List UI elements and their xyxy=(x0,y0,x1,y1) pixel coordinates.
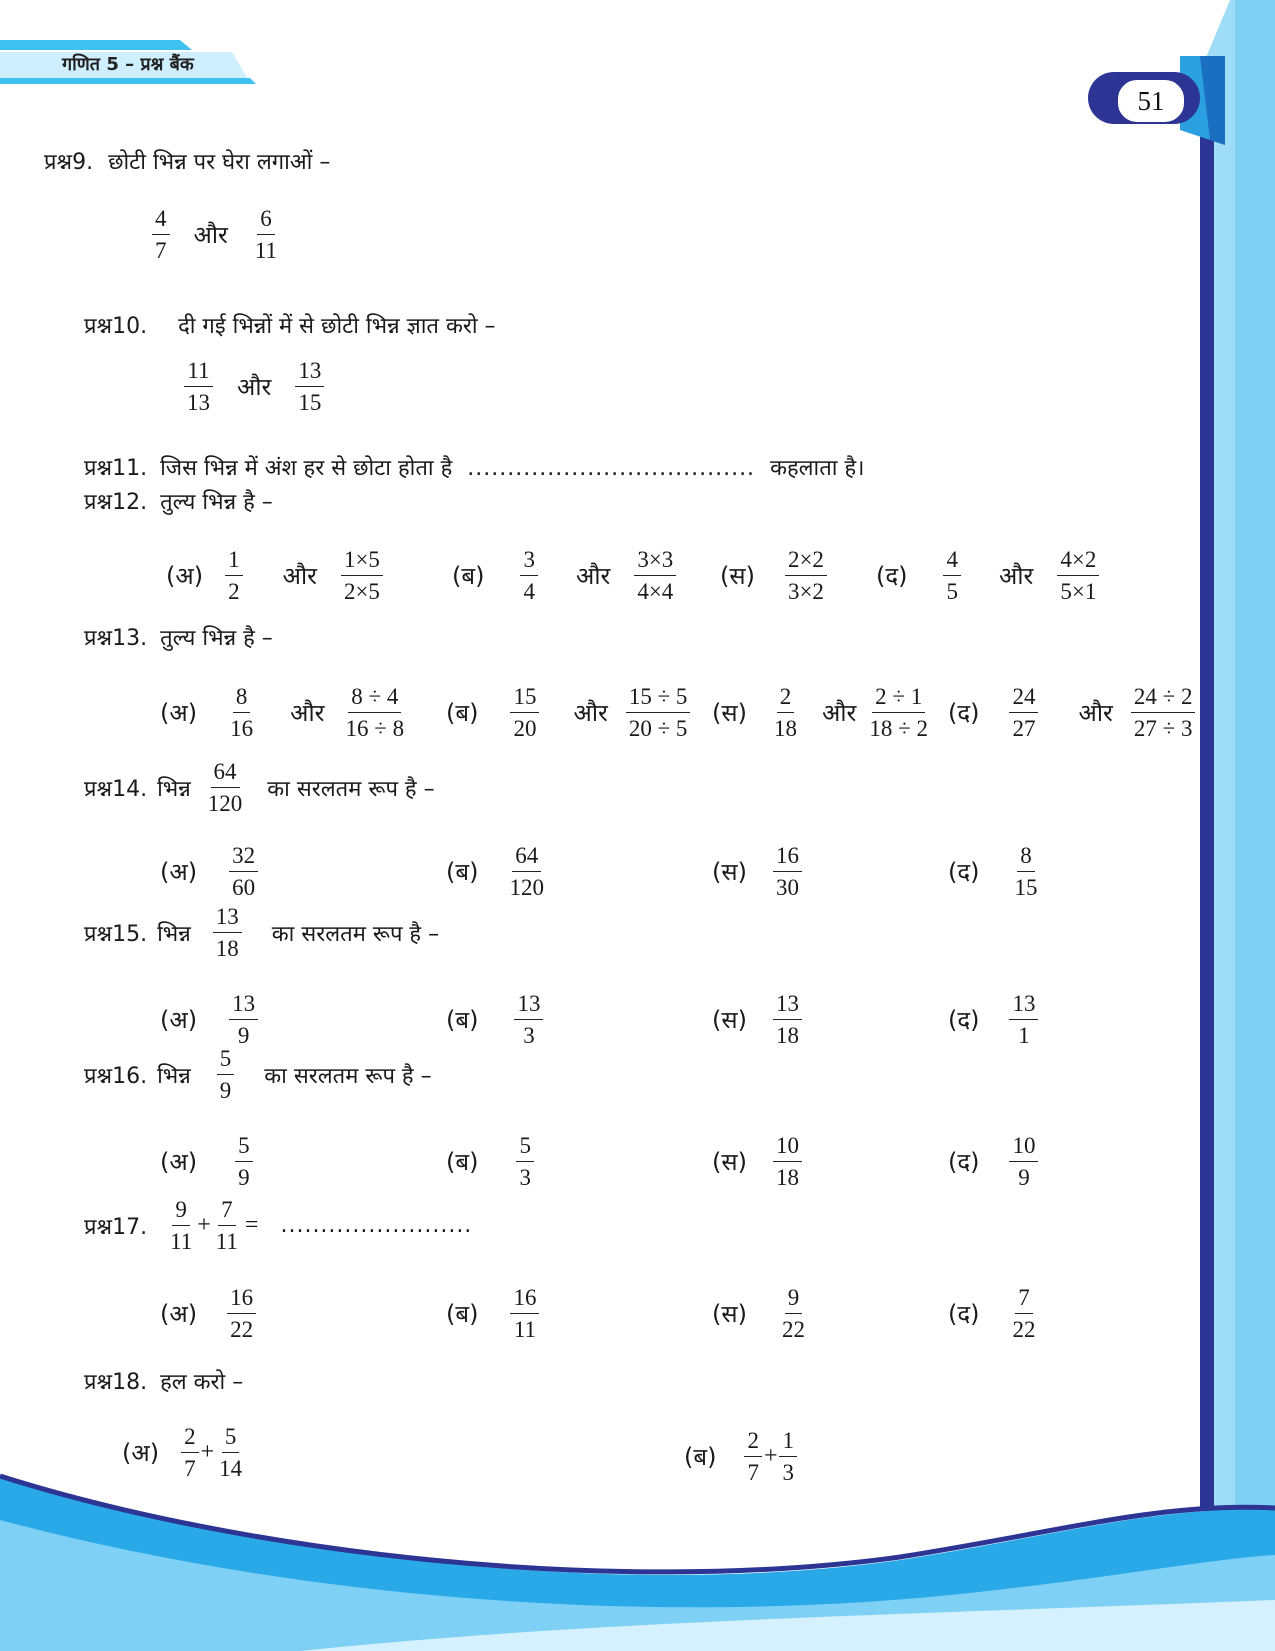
denominator: 4 xyxy=(523,579,535,604)
numerator: 1 xyxy=(779,1427,797,1457)
q14-pre: भिन्न xyxy=(157,776,191,802)
q10-label: प्रश्न10. xyxy=(84,314,148,339)
denominator: 16 xyxy=(230,716,254,741)
denominator: 20 xyxy=(513,716,537,741)
q18-text: हल करो – xyxy=(160,1370,244,1395)
denominator: 22 xyxy=(1012,1317,1036,1342)
numerator: 8 ÷ 4 xyxy=(348,683,401,713)
header-title: गणित 5 – प्रश्न बैंक xyxy=(62,54,194,75)
q13-label: प्रश्न13. xyxy=(84,626,148,651)
denominator: 18 xyxy=(773,716,797,741)
denominator: 15 xyxy=(1014,875,1038,900)
answer-blank[interactable]: .................................... xyxy=(467,456,756,481)
denominator: 9 xyxy=(238,1165,250,1190)
denominator: 9 xyxy=(237,1023,250,1048)
question-10 xyxy=(84,310,496,340)
q18-option-b[interactable] xyxy=(684,1427,797,1486)
fraction xyxy=(167,1196,195,1255)
question-11 xyxy=(84,452,865,482)
q15-option-a[interactable] xyxy=(160,990,258,1049)
q12-option-c[interactable] xyxy=(720,546,827,605)
denominator: 22 xyxy=(781,1317,805,1342)
numerator: 13 xyxy=(514,990,543,1020)
option-label: (स) xyxy=(720,562,755,590)
fraction xyxy=(252,205,280,264)
numerator: 15 ÷ 5 xyxy=(626,683,691,713)
fraction xyxy=(213,1196,241,1255)
fraction xyxy=(229,990,258,1049)
fraction xyxy=(506,842,547,901)
q9-label: प्रश्न9. xyxy=(44,150,94,175)
fraction xyxy=(1009,1132,1038,1191)
numerator: 32 xyxy=(229,842,258,872)
q13-option-a[interactable] xyxy=(160,683,407,742)
q17-label: प्रश्न17. xyxy=(84,1214,148,1240)
numerator: 2 ÷ 1 xyxy=(872,683,925,713)
denominator: 27 ÷ 3 xyxy=(1133,716,1193,741)
question-15 xyxy=(84,903,439,962)
question-13 xyxy=(84,622,273,652)
fraction xyxy=(181,1423,199,1482)
option-label: (अ) xyxy=(160,1006,198,1034)
fraction xyxy=(1009,1284,1038,1343)
fraction xyxy=(205,758,246,817)
q16-option-a[interactable] xyxy=(160,1132,253,1191)
denominator: 18 xyxy=(775,1165,799,1190)
q13-text: तुल्य भिन्न है – xyxy=(160,626,273,651)
option-label: (अ) xyxy=(160,858,198,886)
q15-text: का सरलतम रूप है – xyxy=(271,921,440,947)
numerator: 2×2 xyxy=(785,546,827,576)
q14-option-b[interactable] xyxy=(446,842,547,901)
denominator: 5×1 xyxy=(1060,579,1097,604)
numerator: 5 xyxy=(217,1045,235,1075)
q14-option-a[interactable] xyxy=(160,842,258,901)
numerator: 16 xyxy=(227,1284,256,1314)
denominator: 3×2 xyxy=(787,579,824,604)
fraction xyxy=(1057,546,1099,605)
fraction xyxy=(229,842,258,901)
numerator: 7 xyxy=(218,1196,236,1226)
fraction xyxy=(779,1427,797,1486)
conjunction: और xyxy=(1078,699,1113,727)
numerator: 13 xyxy=(1009,990,1038,1020)
numerator: 15 xyxy=(510,683,539,713)
q12-option-b[interactable] xyxy=(452,546,676,605)
numerator: 4 xyxy=(943,546,961,576)
fraction xyxy=(1009,683,1038,742)
conjunction: और xyxy=(237,373,272,401)
numerator: 2 xyxy=(181,1423,199,1453)
q11-label: प्रश्न11. xyxy=(84,456,148,481)
fraction xyxy=(785,546,827,605)
fraction xyxy=(510,683,539,742)
question-9 xyxy=(44,146,330,176)
fraction xyxy=(217,1045,235,1104)
numerator: 6 xyxy=(257,205,275,235)
option-label: (अ) xyxy=(166,562,204,590)
q18-option-a[interactable] xyxy=(122,1423,245,1482)
answer-blank[interactable]: ........................ xyxy=(280,1213,473,1238)
fraction xyxy=(634,546,676,605)
q17-option-b[interactable] xyxy=(446,1284,539,1343)
fraction xyxy=(342,683,407,742)
option-label: (ब) xyxy=(446,699,479,727)
numerator: 11 xyxy=(184,357,212,387)
denominator: 2 xyxy=(228,579,240,604)
plus-sign: + xyxy=(200,1439,215,1465)
numerator: 64 xyxy=(211,758,240,788)
denominator: 3 xyxy=(519,1165,531,1190)
numerator: 2 xyxy=(744,1427,762,1457)
q14-option-d[interactable] xyxy=(948,842,1040,901)
denominator: 120 xyxy=(509,875,544,900)
numerator: 1×5 xyxy=(341,546,383,576)
numerator: 16 xyxy=(773,842,802,872)
fraction xyxy=(520,546,538,605)
q10-fractions xyxy=(184,357,324,416)
plus-sign: + xyxy=(763,1443,778,1469)
denominator: 3 xyxy=(782,1460,794,1485)
q14-option-c[interactable] xyxy=(712,842,802,901)
q16-pre: भिन्न xyxy=(157,1063,191,1089)
fraction xyxy=(227,1284,256,1343)
q18-label: प्रश्न18. xyxy=(84,1370,148,1395)
fraction xyxy=(225,546,243,605)
page-number: 51 xyxy=(1137,85,1165,116)
q17-option-a[interactable] xyxy=(160,1284,256,1343)
denominator: 18 xyxy=(215,936,239,961)
q13-option-b[interactable] xyxy=(446,683,690,742)
fraction xyxy=(1009,990,1038,1049)
denominator: 11 xyxy=(170,1229,193,1254)
option-label: (द) xyxy=(948,1300,980,1328)
numerator: 64 xyxy=(512,842,541,872)
q12-option-d[interactable] xyxy=(876,546,1099,605)
denominator: 4×4 xyxy=(637,579,674,604)
denominator: 1 xyxy=(1018,1023,1030,1048)
fraction xyxy=(514,990,543,1049)
option-label: (ब) xyxy=(684,1443,717,1471)
denominator: 11 xyxy=(513,1317,537,1342)
fraction xyxy=(152,205,170,264)
q11-text-end: कहलाता है। xyxy=(770,456,865,481)
denominator: 5 xyxy=(946,579,958,604)
numerator: 8 xyxy=(233,683,251,713)
option-label: (द) xyxy=(876,562,908,590)
fraction xyxy=(773,1132,802,1191)
fraction xyxy=(773,842,802,901)
q11-text: जिस भिन्न में अंश हर से छोटा होता है xyxy=(160,456,453,481)
denominator: 14 xyxy=(219,1456,243,1481)
option-label: (ब) xyxy=(446,1148,479,1176)
denominator: 30 xyxy=(775,875,799,900)
option-label: (ब) xyxy=(446,1300,479,1328)
option-label: (अ) xyxy=(160,699,198,727)
option-label: (स) xyxy=(712,1148,747,1176)
option-label: (स) xyxy=(712,699,747,727)
fraction xyxy=(771,683,800,742)
denominator: 120 xyxy=(207,791,243,816)
denominator: 60 xyxy=(232,875,256,900)
fraction xyxy=(1131,683,1196,742)
q10-text: दी गई भिन्नों में से छोटी भिन्न ज्ञात करो – xyxy=(178,314,496,339)
numerator: 13 xyxy=(229,990,258,1020)
fraction xyxy=(516,1132,534,1191)
q12-label: प्रश्न12. xyxy=(84,490,148,515)
q13-option-d[interactable] xyxy=(948,683,1195,742)
fraction xyxy=(773,990,802,1049)
option-label: (द) xyxy=(948,1148,980,1176)
numerator: 3 xyxy=(520,546,538,576)
equals-sign: = xyxy=(244,1212,259,1238)
numerator: 3×3 xyxy=(634,546,676,576)
numerator: 13 xyxy=(773,990,802,1020)
numerator: 24 ÷ 2 xyxy=(1131,683,1196,713)
option-label: (द) xyxy=(948,699,980,727)
option-label: (स) xyxy=(712,1300,747,1328)
numerator: 4×2 xyxy=(1057,546,1099,576)
option-label: (अ) xyxy=(122,1439,160,1467)
denominator: 18 ÷ 2 xyxy=(869,716,928,741)
numerator: 10 xyxy=(773,1132,802,1162)
q12-option-a[interactable] xyxy=(166,546,383,605)
option-label: (ब) xyxy=(452,562,485,590)
denominator: 7 xyxy=(155,238,167,263)
denominator: 9 xyxy=(219,1078,232,1103)
question-12 xyxy=(84,486,273,516)
denominator: 7 xyxy=(184,1456,196,1481)
numerator: 7 xyxy=(1015,1284,1033,1314)
conjunction: और xyxy=(573,699,608,727)
numerator: 24 xyxy=(1009,683,1038,713)
fraction xyxy=(227,683,256,742)
denominator: 2×5 xyxy=(343,579,380,604)
page-number-badge xyxy=(1116,78,1186,124)
numerator: 10 xyxy=(1009,1132,1038,1162)
numerator: 16 xyxy=(510,1284,539,1314)
fraction xyxy=(341,546,383,605)
question-16 xyxy=(84,1045,432,1104)
numerator: 4 xyxy=(152,205,170,235)
option-label: (अ) xyxy=(160,1148,198,1176)
denominator: 3 xyxy=(523,1023,535,1048)
fraction xyxy=(1011,842,1040,901)
fraction xyxy=(866,683,931,742)
q16-option-b[interactable] xyxy=(446,1132,534,1191)
question-14 xyxy=(84,758,435,817)
q13-option-c[interactable] xyxy=(712,683,931,742)
option-label: (अ) xyxy=(160,1300,198,1328)
conjunction: और xyxy=(821,699,857,727)
denominator: 13 xyxy=(187,390,210,415)
denominator: 18 xyxy=(775,1023,799,1048)
option-label: (द) xyxy=(948,1006,980,1034)
conjunction: और xyxy=(575,562,611,590)
q17-option-d[interactable] xyxy=(948,1284,1038,1343)
fraction xyxy=(213,903,242,962)
numerator: 1 xyxy=(225,546,243,576)
denominator: 27 xyxy=(1012,716,1036,741)
question-17 xyxy=(84,1196,472,1255)
numerator: 5 xyxy=(235,1132,253,1162)
denominator: 20 ÷ 5 xyxy=(628,716,688,741)
fraction xyxy=(744,1427,762,1486)
q9-text: छोटी भिन्न पर घेरा लगाओं – xyxy=(108,150,331,175)
q15-option-b[interactable] xyxy=(446,990,543,1049)
conjunction: और xyxy=(282,562,317,590)
denominator: 22 xyxy=(230,1317,254,1342)
q17-option-c[interactable] xyxy=(712,1284,808,1343)
conjunction: और xyxy=(193,221,228,249)
plus-sign: + xyxy=(197,1212,211,1238)
q14-label: प्रश्न14. xyxy=(84,776,148,802)
fraction xyxy=(510,1284,539,1343)
q16-text: का सरलतम रूप है – xyxy=(264,1063,432,1089)
q16-label: प्रश्न16. xyxy=(84,1063,148,1089)
numerator: 5 xyxy=(516,1132,534,1162)
q15-option-c[interactable] xyxy=(712,990,802,1049)
denominator: 9 xyxy=(1018,1165,1030,1190)
q16-option-c[interactable] xyxy=(712,1132,802,1191)
fraction xyxy=(295,357,324,416)
q15-option-d[interactable] xyxy=(948,990,1038,1049)
q16-option-d[interactable] xyxy=(948,1132,1038,1191)
fraction xyxy=(779,1284,808,1343)
q12-text: तुल्य भिन्न है – xyxy=(160,490,273,515)
q15-label: प्रश्न15. xyxy=(84,921,148,947)
q15-pre: भिन्न xyxy=(157,921,191,947)
numerator: 9 xyxy=(785,1284,803,1314)
numerator: 5 xyxy=(222,1423,240,1453)
fraction xyxy=(216,1423,245,1482)
fraction xyxy=(626,683,691,742)
conjunction: और xyxy=(290,699,325,727)
numerator: 9 xyxy=(172,1196,190,1226)
option-label: (द) xyxy=(948,858,980,886)
option-label: (स) xyxy=(712,1006,747,1034)
denominator: 16 ÷ 8 xyxy=(345,716,405,741)
numerator: 13 xyxy=(295,357,324,387)
question-18 xyxy=(84,1366,243,1396)
numerator: 2 xyxy=(777,683,795,713)
option-label: (ब) xyxy=(446,858,479,886)
option-label: (ब) xyxy=(446,1006,479,1034)
conjunction: और xyxy=(998,562,1034,590)
denominator: 15 xyxy=(298,390,322,415)
numerator: 13 xyxy=(213,903,242,933)
fraction xyxy=(235,1132,253,1191)
q9-fractions xyxy=(152,205,280,264)
denominator: 7 xyxy=(747,1460,759,1485)
fraction xyxy=(943,546,961,605)
q14-text: का सरलतम रूप है – xyxy=(267,776,435,802)
denominator: 11 xyxy=(215,1229,238,1254)
fraction xyxy=(184,357,213,416)
numerator: 8 xyxy=(1017,842,1035,872)
denominator: 11 xyxy=(254,238,278,263)
option-label: (स) xyxy=(712,858,747,886)
